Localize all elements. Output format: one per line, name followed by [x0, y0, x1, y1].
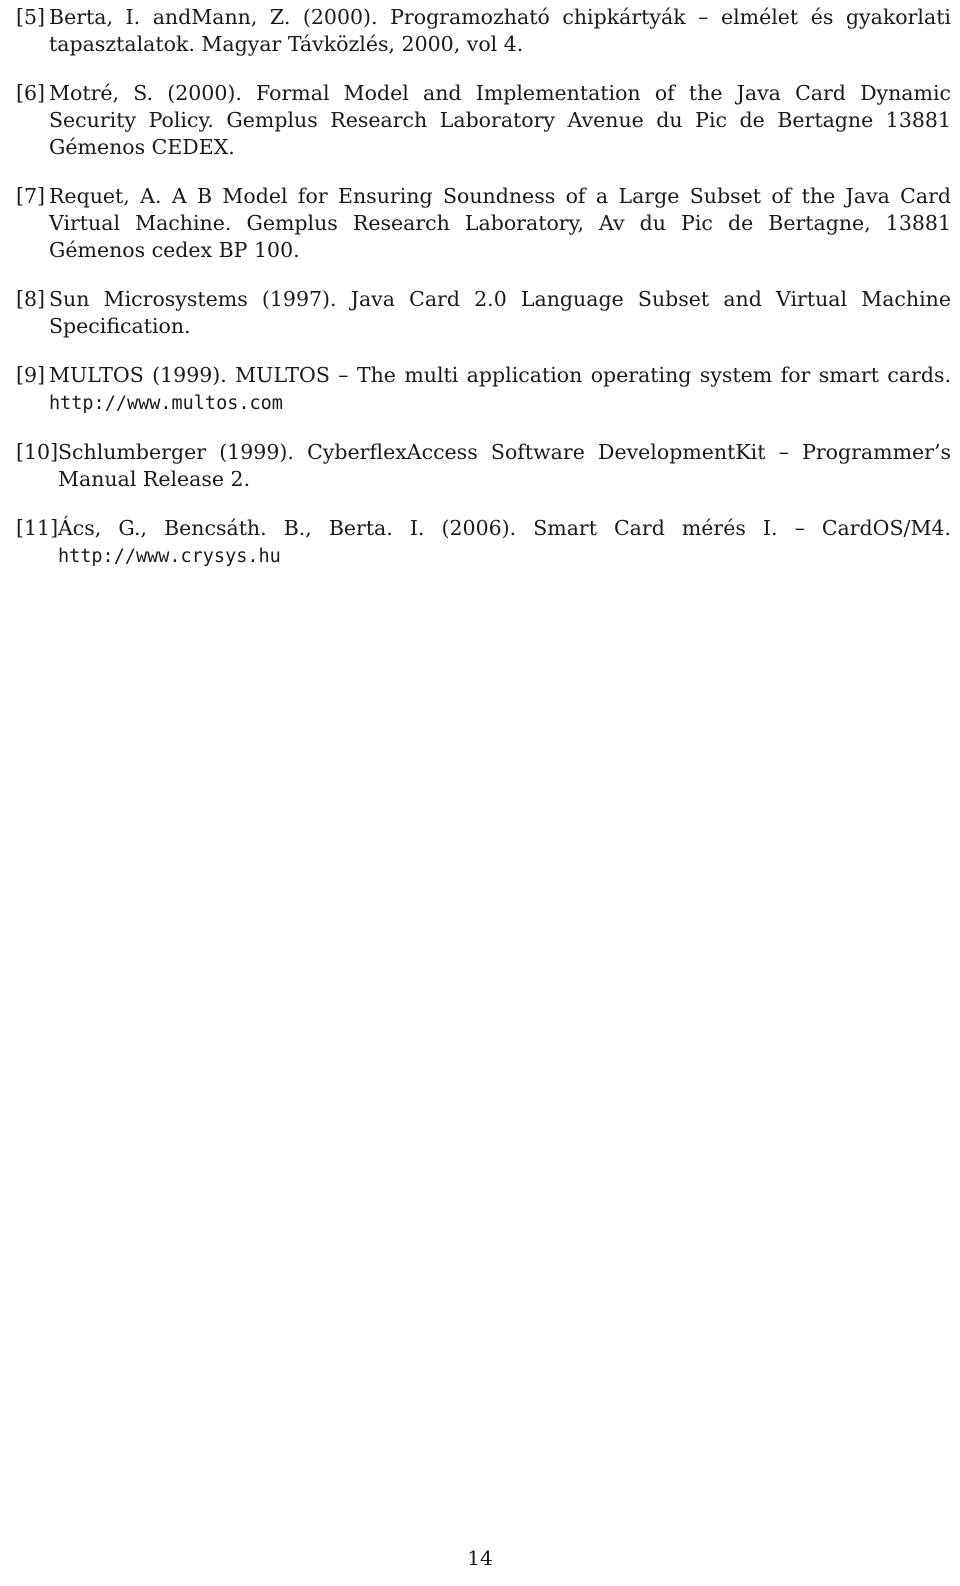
reference-list: [16, 4, 951, 592]
reference-text: Requet, A. A B Model for Ensuring Soundness of a Large Subset of the Java Card Virtual Machine. Gemplus Research Laboratory, Av du Pic de Bertagne, 13881 Gémenos cedex BP 100.: [49, 184, 951, 262]
reference-text: Ács, G., Bencsáth. B., Berta. I. (2006). Smart Card mérés I. – CardOS/M4.: [58, 516, 951, 540]
reference-text: MULTOS (1999). MULTOS – The multi application operating system for smart cards.: [49, 363, 951, 387]
reference-item: [16, 4, 951, 58]
page-number: 14: [467, 1546, 493, 1570]
reference-item: [16, 362, 951, 417]
reference-label: [5]: [16, 5, 46, 29]
reference-label: [11]: [16, 516, 59, 540]
reference-item: [16, 439, 951, 493]
reference-item: [16, 515, 951, 570]
reference-label: [9]: [16, 363, 46, 387]
reference-url-link[interactable]: http://www.multos.com: [49, 393, 283, 414]
reference-label: [7]: [16, 184, 46, 208]
reference-text: Motré, S. (2000). Formal Model and Implementation of the Java Card Dynamic Security Policy. Gemplus Research Laboratory Avenue du Pic de Bertagne 13881 Gémenos CEDEX.: [49, 81, 951, 159]
reference-label: [8]: [16, 287, 46, 311]
reference-item: [16, 286, 951, 340]
reference-label: [6]: [16, 81, 46, 105]
reference-url-link[interactable]: http://www.crysys.hu: [58, 546, 281, 567]
reference-item: [16, 80, 951, 161]
reference-text: Berta, I. andMann, Z. (2000). Programozható chipkártyák – elmélet és gyakorlati tapasztalatok. Magyar Távközlés, 2000, vol 4.: [49, 5, 951, 56]
reference-body: [58, 515, 951, 570]
reference-text: Schlumberger (1999). CyberflexAccess Software DevelopmentKit – Programmer’s Manual Release 2.: [58, 440, 951, 491]
reference-label: [10]: [16, 440, 59, 464]
reference-item: [16, 183, 951, 264]
reference-text: Sun Microsystems (1997). Java Card 2.0 Language Subset and Virtual Machine Specification.: [49, 287, 951, 338]
reference-body: [49, 362, 951, 417]
